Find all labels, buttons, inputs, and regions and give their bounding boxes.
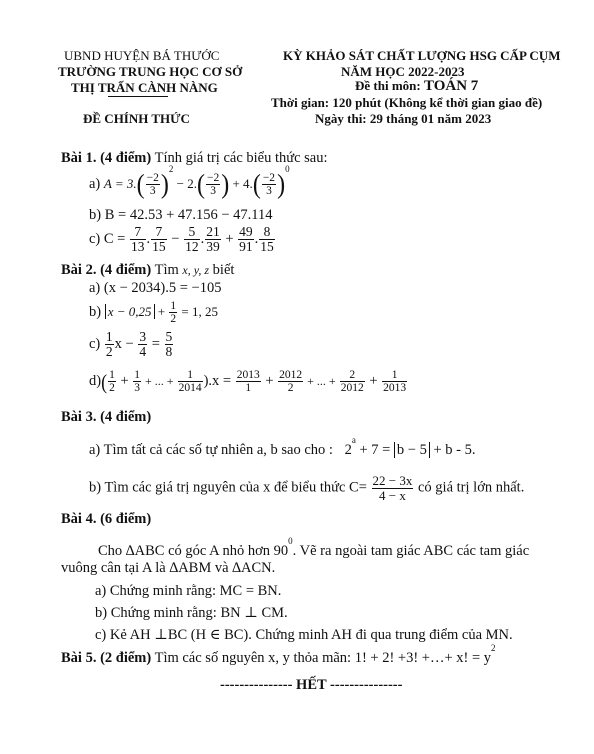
frac-num: 8: [259, 225, 275, 240]
bai1-b: [89, 207, 273, 224]
bai2-d-dots: + ... +: [304, 373, 339, 388]
bai2-title: Bài 2. (4 điểm): [61, 262, 152, 278]
frac-num: 1: [382, 369, 407, 382]
subject: TOÁN 7: [423, 78, 479, 94]
bai2-c-label: c): [89, 336, 101, 352]
bai2-heading: [61, 262, 234, 279]
frac-den: 91: [239, 239, 253, 255]
bai1-a-mid1: − 2.: [173, 175, 197, 191]
frac-num: 7: [130, 225, 146, 240]
frac-num: 1: [178, 369, 203, 382]
frac-num: −2: [146, 172, 159, 184]
bai3-a-base: 2: [344, 441, 352, 458]
frac-den: 13: [131, 239, 145, 255]
frac-den: 15: [260, 239, 274, 255]
frac-num: 1: [134, 369, 141, 381]
bai3-b: [89, 474, 524, 502]
bai2-c-x: x −: [114, 336, 138, 352]
bai4-c: c) Kẻ AH ⊥BC (H ∈ BC). Chứng minh AH đi qua trung điểm của MN.: [95, 627, 513, 643]
bai3-a-exp: a: [351, 435, 356, 445]
bai3-a-text: a) Tìm tất cả các số tự nhiên a, b sao cho :: [89, 441, 337, 458]
bai3-a-abs: b − 5: [394, 442, 430, 458]
subject-line: [355, 78, 478, 95]
bai5-text: Tìm các số nguyên x, y thỏa mãn: 1! + 2! +3! +…+ x! = y: [151, 649, 492, 666]
frac-den: 3: [210, 185, 216, 198]
bai2-a: [89, 280, 221, 297]
frac-num: 5: [165, 329, 173, 344]
bai1-a-label: a): [89, 175, 101, 192]
frac-num: 1: [109, 369, 115, 381]
bai4-a: a) Chứng minh rằng: MC = BN.: [95, 583, 282, 599]
bai2-b: [89, 300, 218, 325]
header-left-line1: UBND HUYỆN BÁ THƯỚC: [64, 48, 220, 63]
frac-num: 2013: [236, 369, 260, 381]
bai3-a: [89, 435, 476, 459]
bai4-p1-text: Cho ∆ABC có góc A nhỏ hơn 90: [98, 542, 289, 559]
frac-num: 49: [239, 224, 253, 239]
bai3-b-text: b) Tìm các giá trị nguyên của x để biểu thức C=: [89, 479, 371, 496]
bai2-a-expr: (x − 2034).5 = −105: [103, 280, 222, 296]
bai2-intro2: biết: [209, 262, 235, 278]
frac-den: 2: [109, 382, 115, 395]
frac-den: 39: [206, 239, 220, 255]
exp-2: 2: [168, 164, 174, 175]
frac-num: 21: [206, 224, 220, 239]
bai1-b-expr: B = 42.53 + 47.156 − 47.114: [104, 207, 273, 223]
bai4-p2: vuông cân tại A là ∆ABM và ∆ACN.: [61, 560, 276, 576]
time-line: Thời gian: 120 phút (Không kể thời gian giao đề): [271, 95, 543, 110]
bai2-d: d)( $\frac{1}{2}$ + $\frac{1}{3}$ + ... + $\frac{1}{2014}$ ).x = $\frac{2013}{1}$ + $\frac{2012}{2}$ + ... + $\frac{2}{2012}$ + $\frac{1}{2013}$: [89, 369, 407, 395]
frac-num: 22 − 3x: [372, 473, 413, 488]
frac-den: 4: [139, 344, 147, 360]
bai2-intro: Tìm: [151, 262, 183, 278]
bai4-p1-sup: 0: [288, 536, 293, 546]
bai3-a-expr3: + b - 5.: [429, 441, 476, 458]
bai2-d-label: d): [89, 372, 102, 389]
end-marker: --------------- HẾT ---------------: [220, 677, 403, 693]
bai2-vars: x, y, z: [182, 263, 210, 277]
bai4-b: b) Chứng minh rằng: BN ⊥ CM.: [95, 605, 288, 621]
bai2-c: [89, 330, 174, 359]
frac-den: 3: [266, 185, 272, 198]
header-right-line2: NĂM HỌC 2022-2023: [341, 64, 465, 79]
frac-den: 12: [185, 239, 199, 255]
bai4-p1: [98, 536, 530, 560]
frac-num: 1: [170, 300, 177, 312]
frac-num: 7: [151, 225, 167, 240]
frac-den: 8: [165, 344, 173, 360]
bai3-title: Bài 3. (4 điểm): [61, 409, 152, 425]
header-right-line1: KỲ KHẢO SÁT CHẤT LƯỢNG HSG CẤP CỤM: [283, 48, 561, 63]
bai2-d-mid: ).x =: [203, 372, 235, 389]
bai1-c: c) C = $\frac{7}{13}$ . $\frac{7}{15}$ − $\frac{5}{12}$ . $\frac{21}{39}$ + $\frac{49}{91}$ . $\frac{8}{15}$: [89, 224, 274, 255]
bai4-p1b: . Vẽ ra ngoài tam giác ABC các tam giác: [292, 542, 530, 559]
frac-den: 2012: [340, 382, 364, 395]
header-left-line2: TRƯỜNG TRUNG HỌC CƠ SỞ: [58, 64, 243, 79]
frac-den: 2: [287, 382, 294, 395]
bai1-a: a) A = 3.( $\frac{-2}{3}$ )$^2$ − 2.( $\frac{-2}{3}$ ) + 4.( $\frac{-2}{3}$ )$^0$: [89, 164, 290, 200]
bai2-d-dots: + ... +: [142, 373, 177, 388]
date-line: Ngày thi: 29 tháng 01 năm 2023: [315, 111, 492, 126]
bai5-sup: 2: [491, 643, 496, 653]
header-left-line3: THỊ TRẤN CÀNH NÀNG: [71, 80, 218, 95]
bai2-a-label: a): [89, 280, 101, 296]
frac-den: 2013: [383, 382, 407, 395]
frac-num: 2012: [279, 369, 303, 381]
frac-den: 3: [149, 185, 156, 198]
frac-den: 2014: [178, 382, 202, 395]
bai5-title: Bài 5. (2 điểm): [61, 649, 152, 666]
bai2-b-plus: +: [154, 303, 169, 319]
bai1-c-lhs: C =: [103, 231, 129, 247]
frac-num: 2: [340, 369, 365, 382]
frac-num: −2: [206, 172, 220, 184]
frac-den: 2: [105, 344, 113, 360]
bai3-b-tail: có giá trị lớn nhất.: [414, 479, 525, 496]
frac-den: 2: [170, 313, 177, 326]
bai2-b-rhs: = 1, 25: [178, 303, 218, 319]
frac-num: 5: [184, 225, 200, 240]
header-left-rule: [108, 96, 168, 97]
frac-num: 3: [139, 329, 147, 344]
bai4-title: Bài 4. (6 điểm): [61, 511, 152, 527]
bai1-title: Bài 1. (4 điểm): [61, 150, 152, 166]
bai1-intro: Tính giá trị các biểu thức sau:: [151, 150, 328, 166]
bai2-b-abs: x − 0,25: [105, 304, 155, 319]
bai2-c-eq: =: [148, 336, 164, 352]
frac-num: 1: [105, 329, 113, 344]
bai3-a-expr2: + 7 =: [355, 441, 394, 458]
frac-den: 4 − x: [379, 487, 406, 503]
frac-den: 1: [245, 382, 252, 395]
bai2-b-label: b): [89, 303, 102, 320]
bai1-a-lhs: A = 3.: [103, 175, 137, 191]
frac-num: −2: [262, 172, 276, 184]
exp-0: 0: [285, 164, 290, 175]
bai5: [61, 643, 496, 667]
bai1-a-mid2: + 4.: [229, 175, 253, 191]
frac-den: 3: [134, 382, 141, 395]
bai1-b-label: b): [89, 207, 102, 223]
subject-label: Đề thi môn:: [355, 78, 424, 93]
frac-den: 15: [152, 239, 166, 255]
official-label: ĐỀ CHÍNH THỨC: [83, 111, 190, 126]
bai1-c-label: c): [89, 231, 101, 247]
